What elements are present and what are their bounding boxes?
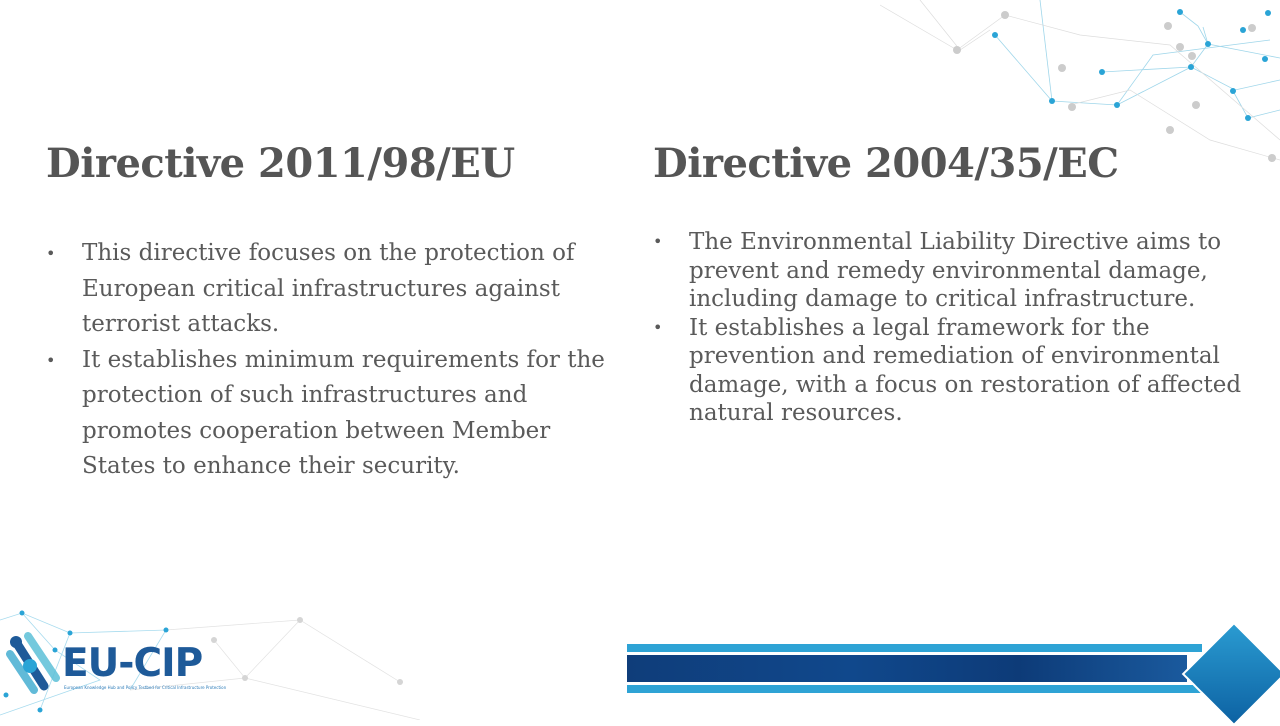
banner-stripe-bottom bbox=[627, 685, 1202, 693]
right-title: Directive 2004/35/EC bbox=[653, 139, 1119, 187]
eu-cip-logo bbox=[4, 628, 234, 708]
bullet-item: • It establishes a legal framework for the prevention and remediation of environmental damage, with a focus on restoration of affected natural resources. bbox=[653, 314, 1242, 426]
bullet-item: • The Environmental Liability Directive aims to prevent and remedy environmental damage, including damage to critical infrastructure. bbox=[653, 229, 1222, 312]
left-bullet-list bbox=[46, 236, 621, 485]
right-bullet-list bbox=[653, 228, 1243, 428]
bullet-dot-icon: • bbox=[46, 244, 56, 263]
footer-banner bbox=[627, 640, 1280, 720]
banner-diamond-icon bbox=[1182, 622, 1280, 726]
bullet-dot-icon: • bbox=[653, 232, 663, 251]
logo-mark-icon bbox=[4, 628, 64, 698]
banner-stripe-top bbox=[627, 644, 1202, 652]
banner-stripe-middle bbox=[627, 655, 1187, 682]
bullet-dot-icon: • bbox=[653, 317, 663, 337]
left-title: Directive 2011/98/EU bbox=[46, 139, 515, 187]
logo-tagline: European Knowledge Hub and Policy Testbed for Critical Infrastructure Protection bbox=[64, 685, 227, 690]
bullet-item: • This directive focuses on the protection of European critical infrastructures against terrorist attacks. bbox=[46, 236, 621, 343]
logo-wordmark: EU-CIP bbox=[62, 641, 203, 686]
bullet-dot-icon: • bbox=[46, 350, 56, 370]
bullet-item: • It establishes minimum requirements for the protection of such infrastructures and promotes cooperation between Member States to enhance their security. bbox=[46, 343, 621, 485]
